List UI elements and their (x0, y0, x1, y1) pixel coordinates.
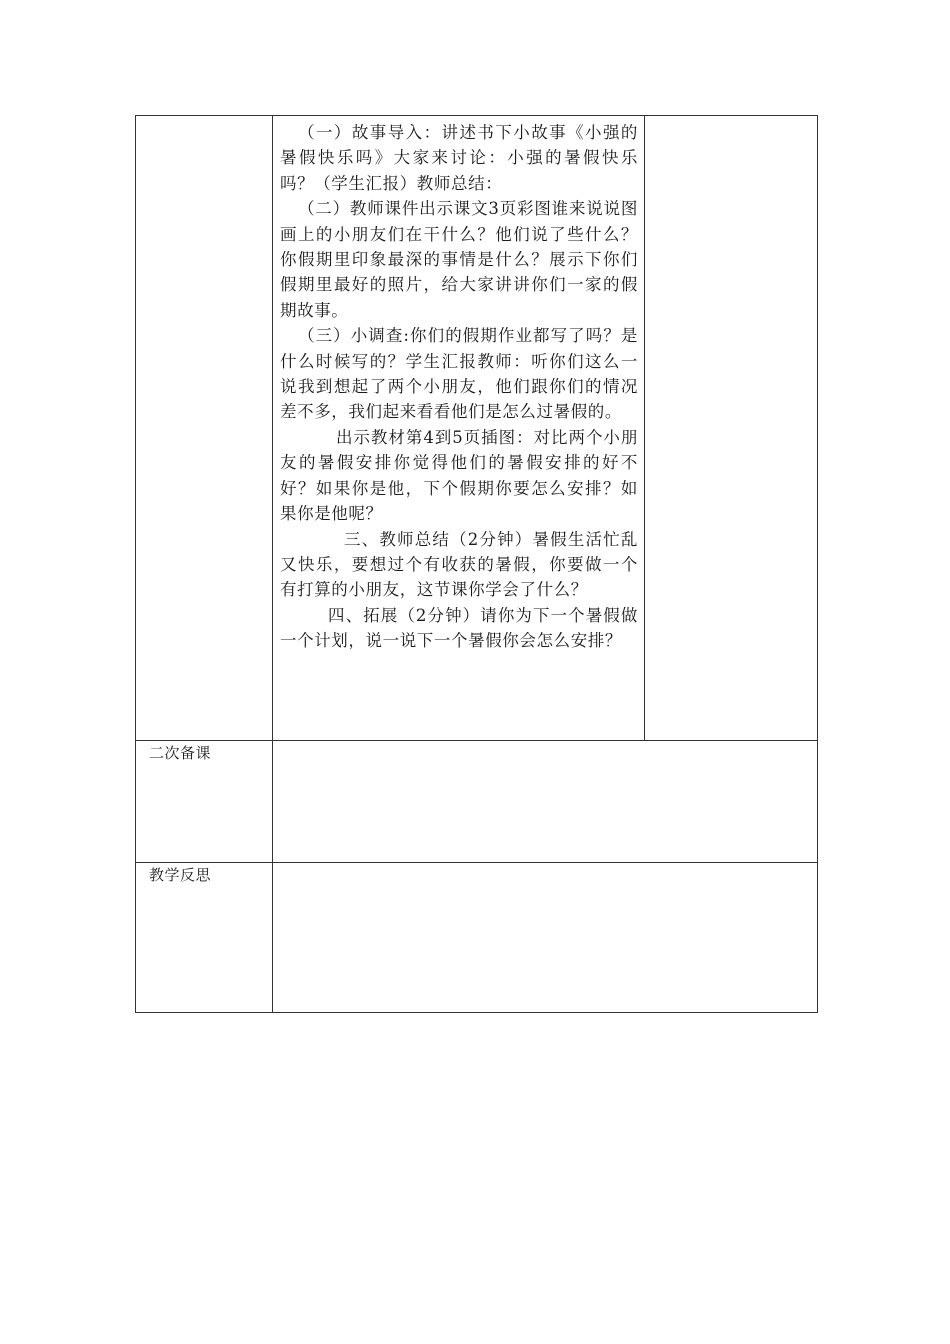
story-intro-paragraph: （一）故事导入：讲述书下小故事《小强的暑假快乐吗》大家来讨论：小强的暑假快乐吗？（学生汇报）教师总结： (280, 123, 638, 193)
lesson-plan-table (135, 115, 818, 1013)
reflection-content-cell (273, 863, 818, 1013)
second-prep-content-cell (273, 741, 818, 863)
textbook-paragraph: 出示教材第4到5页插图：对比两个小朋友的暑假安排你觉得他们的暑假安排的好不好？如果你是他，下个假期你要怎么安排？如果你是他呢？ (280, 427, 638, 524)
courseware-paragraph: （二）教师课件出示课文3页彩图谁来说说图画上的小朋友们在干什么？他们说了些什么？你假期里印象最深的事情是什么？展示下你们假期里最好的照片，给大家讲讲你们一家的假期故事。 (280, 199, 638, 320)
process-text (273, 116, 644, 654)
second-prep-label: 二次备课 (149, 744, 212, 762)
reflection-label: 教学反思 (149, 866, 212, 884)
extension-paragraph: 四、拓展（2分钟）请你为下一个暑假做一个计划，说一说下一个暑假你会怎么安排？ (280, 605, 638, 651)
teaching-process-row (136, 116, 818, 741)
process-label-cell (136, 116, 273, 741)
reflection-label-cell (136, 863, 273, 1013)
process-note-cell (645, 116, 818, 741)
summary-paragraph: 三、教师总结（2分钟）暑假生活忙乱又快乐，要想过个有收获的暑假，你要做一个有打算的小朋友，这节课你学会了什么？ (280, 529, 638, 600)
second-prep-row (136, 741, 818, 863)
survey-paragraph: （三）小调查:你们的假期作业都写了吗？是什么时候写的？学生汇报教师：听你们这么一说我到想起了两个小朋友，他们跟你们的情况差不多，我们起来看看他们是怎么过暑假的。 (280, 326, 638, 422)
process-content-cell (273, 116, 645, 741)
second-prep-label-cell (136, 741, 273, 863)
reflection-row (136, 863, 818, 1013)
